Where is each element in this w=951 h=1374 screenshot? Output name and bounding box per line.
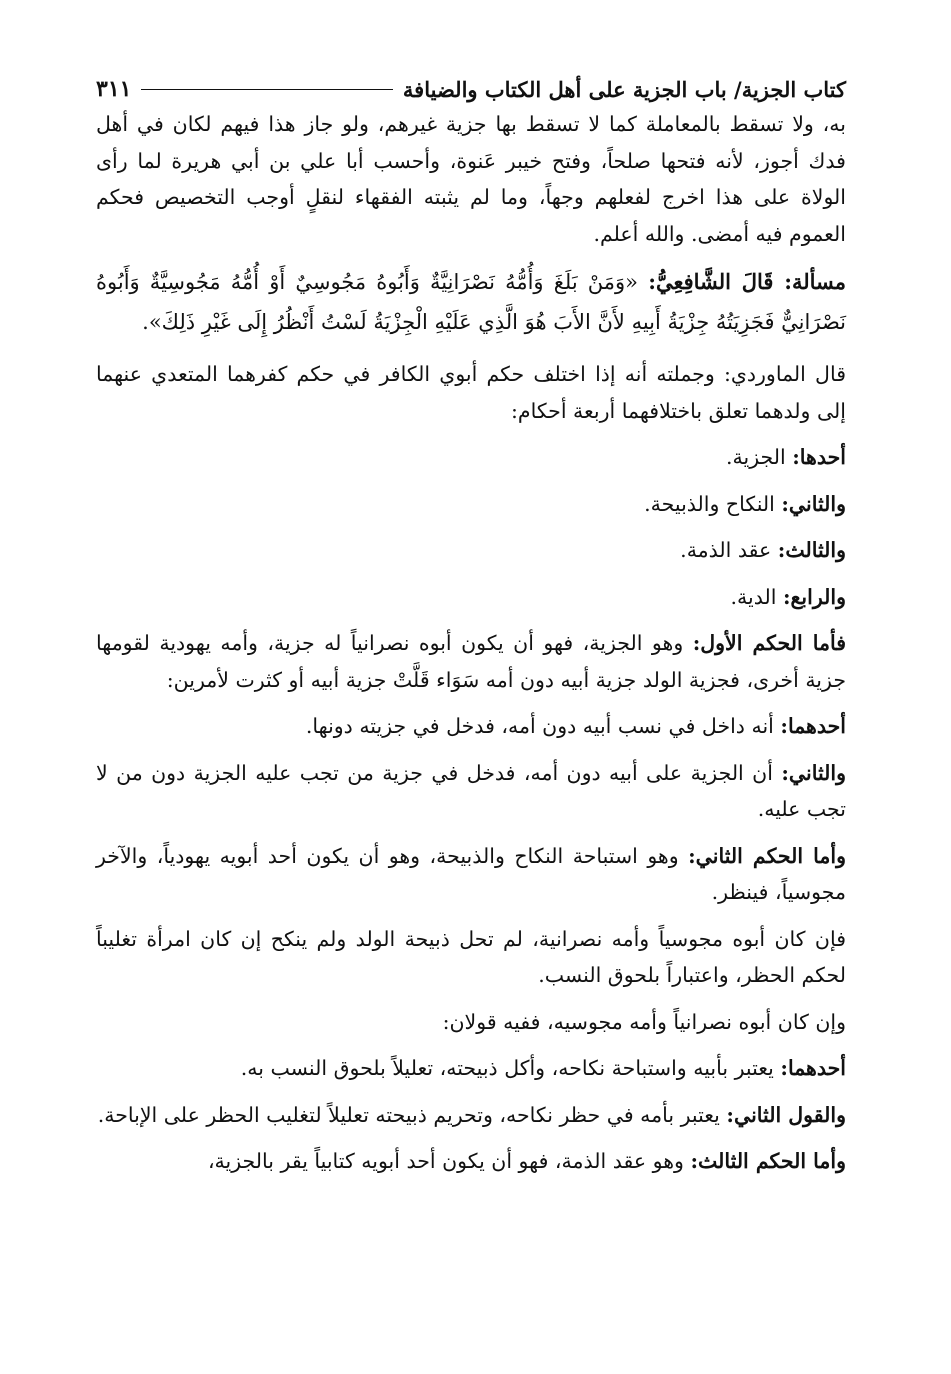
running-title: كتاب الجزية/ باب الجزية على أهل الكتاب والضيافة (402, 76, 846, 102)
item-text: أن الجزية على أبيه دون أمه، فدخل في جزية من تجب عليه الجزية دون من لا تجب عليه. (96, 760, 846, 821)
list-item (96, 532, 846, 569)
paragraph-text: وإن كان أبوه نصرانياً وأمه مجوسيه، ففيه قولان: (442, 1009, 846, 1034)
section-paragraph (96, 838, 846, 911)
item-text: يعتبر بأبيه واستباحة نكاحه، وأكل ذبيحته، تعليلاً بلحوق النسب به. (240, 1056, 774, 1080)
masala-label: مسألة: قَالَ الشَّافِعِيُّ: (648, 269, 846, 294)
paragraph-text: قال الماوردي: وجملته أنه إذا اختلف حكم أبوي الكافر في حكم كفرهما المتعدي عنهما إلى ولدهما تعلق باختلافهما أربعة أحكام: (96, 362, 846, 423)
page-header (96, 74, 846, 104)
list-item (96, 439, 846, 476)
section-text: وهو عقد الذمة، فهو أن يكون أحد أبويه كتابياً يقر بالجزية، (207, 1149, 684, 1173)
list-item (96, 579, 846, 616)
item-label: أحدهما: (780, 714, 846, 738)
header-rule (141, 89, 392, 90)
item-text: يعتبر بأمه في حظر نكاحه، وتحريم ذبيحته تعليلاً لتغليب الحظر على الإباحة. (97, 1102, 720, 1127)
section-label: فأما الحكم الأول: (692, 631, 846, 655)
item-label: والثاني: (781, 760, 846, 785)
section-text: وهو الجزية، فهو أن يكون أبوه نصرانياً له جزية، وأمه يهودية لقومها جزية أخرى، فجزية الولد جزية أبيه دون أمه سَوَاء قَلَّتْ جزية أبيه أو كثرت لأمرين: (96, 631, 846, 692)
paragraph-text: به، ولا تسقط بالمعاملة كما لا تسقط بها جزية غيرهم، ولو جاز هذا فيهم لكان في أهل فدك أجوز، لأنه فتحها صلحاً، وفتح خيبر عَنوة، وأحسب أبا علي بن أبي هريرة لما رأى الولاة على هذا اخرج لفعلهم وجهاً، وما لم يثبته الفقهاء لنقلٍ أوجب التخصيص فحكم العموم فيه أمضى. والله أعلم. (96, 112, 846, 246)
item-label: أحدها: (792, 445, 846, 469)
paragraph (96, 921, 846, 994)
quoted-text: «وَمَنْ بَلَغَ وَأُمُّهُ نَصْرَانِيَّةٌ وَأَبُوهُ مَجُوسِيٌ أَوْ أُمُّهُ مَجُوسِيَّةٌ وَأَبُوهُ نَصْرَانِيٌّ فَجَزِيَتُهُ جِزْيَةُ أَبِيهِ لأَنَّ الأَبَ هُوَ الَّذِي عَلَيْهِ الْجِزْيَةُ لَسْتُ أَنْظُرُ إِلَى غَيْرِ ذَلِكَ». (96, 270, 846, 334)
paragraph (96, 1004, 846, 1041)
list-item (96, 1050, 846, 1087)
item-text: عقد الذمة. (680, 538, 772, 562)
item-text: الدية. (730, 584, 777, 609)
section-label: وأما الحكم الثالث: (690, 1149, 846, 1173)
masala-paragraph (96, 262, 846, 342)
list-item (96, 755, 846, 828)
item-label: والقول الثاني: (726, 1102, 846, 1127)
section-paragraph (96, 625, 846, 698)
item-label: أحدهما: (780, 1056, 846, 1080)
section-text: وهو استباحة النكاح والذبيحة، وهو أن يكون أحد أبويه يهودياً، والآخر مجوسياً، فينظر. (96, 843, 846, 904)
paragraph (96, 106, 846, 252)
item-label: والثالث: (777, 538, 846, 562)
item-label: والرابع: (782, 584, 846, 609)
page-number: ٣١١ (96, 76, 132, 102)
paragraph (96, 356, 846, 429)
list-item (96, 1097, 846, 1134)
item-text: الجزية. (726, 445, 786, 469)
item-label: والثاني: (781, 491, 846, 516)
list-item (96, 486, 846, 523)
section-paragraph (96, 1143, 846, 1180)
page-body (96, 106, 846, 1180)
list-item (96, 708, 846, 745)
item-text: أنه داخل في نسب أبيه دون أمه، فدخل في جزيته دونها. (305, 714, 774, 738)
section-label: وأما الحكم الثاني: (688, 843, 846, 868)
paragraph-text: فإن كان أبوه مجوسياً وأمه نصرانية، لم تحل ذبيحة الولد ولم ينكح إن كان امرأة تغليباً لحكم الحظر، واعتباراً بلحوق النسب. (96, 926, 846, 987)
item-text: النكاح والذبيحة. (644, 491, 775, 516)
